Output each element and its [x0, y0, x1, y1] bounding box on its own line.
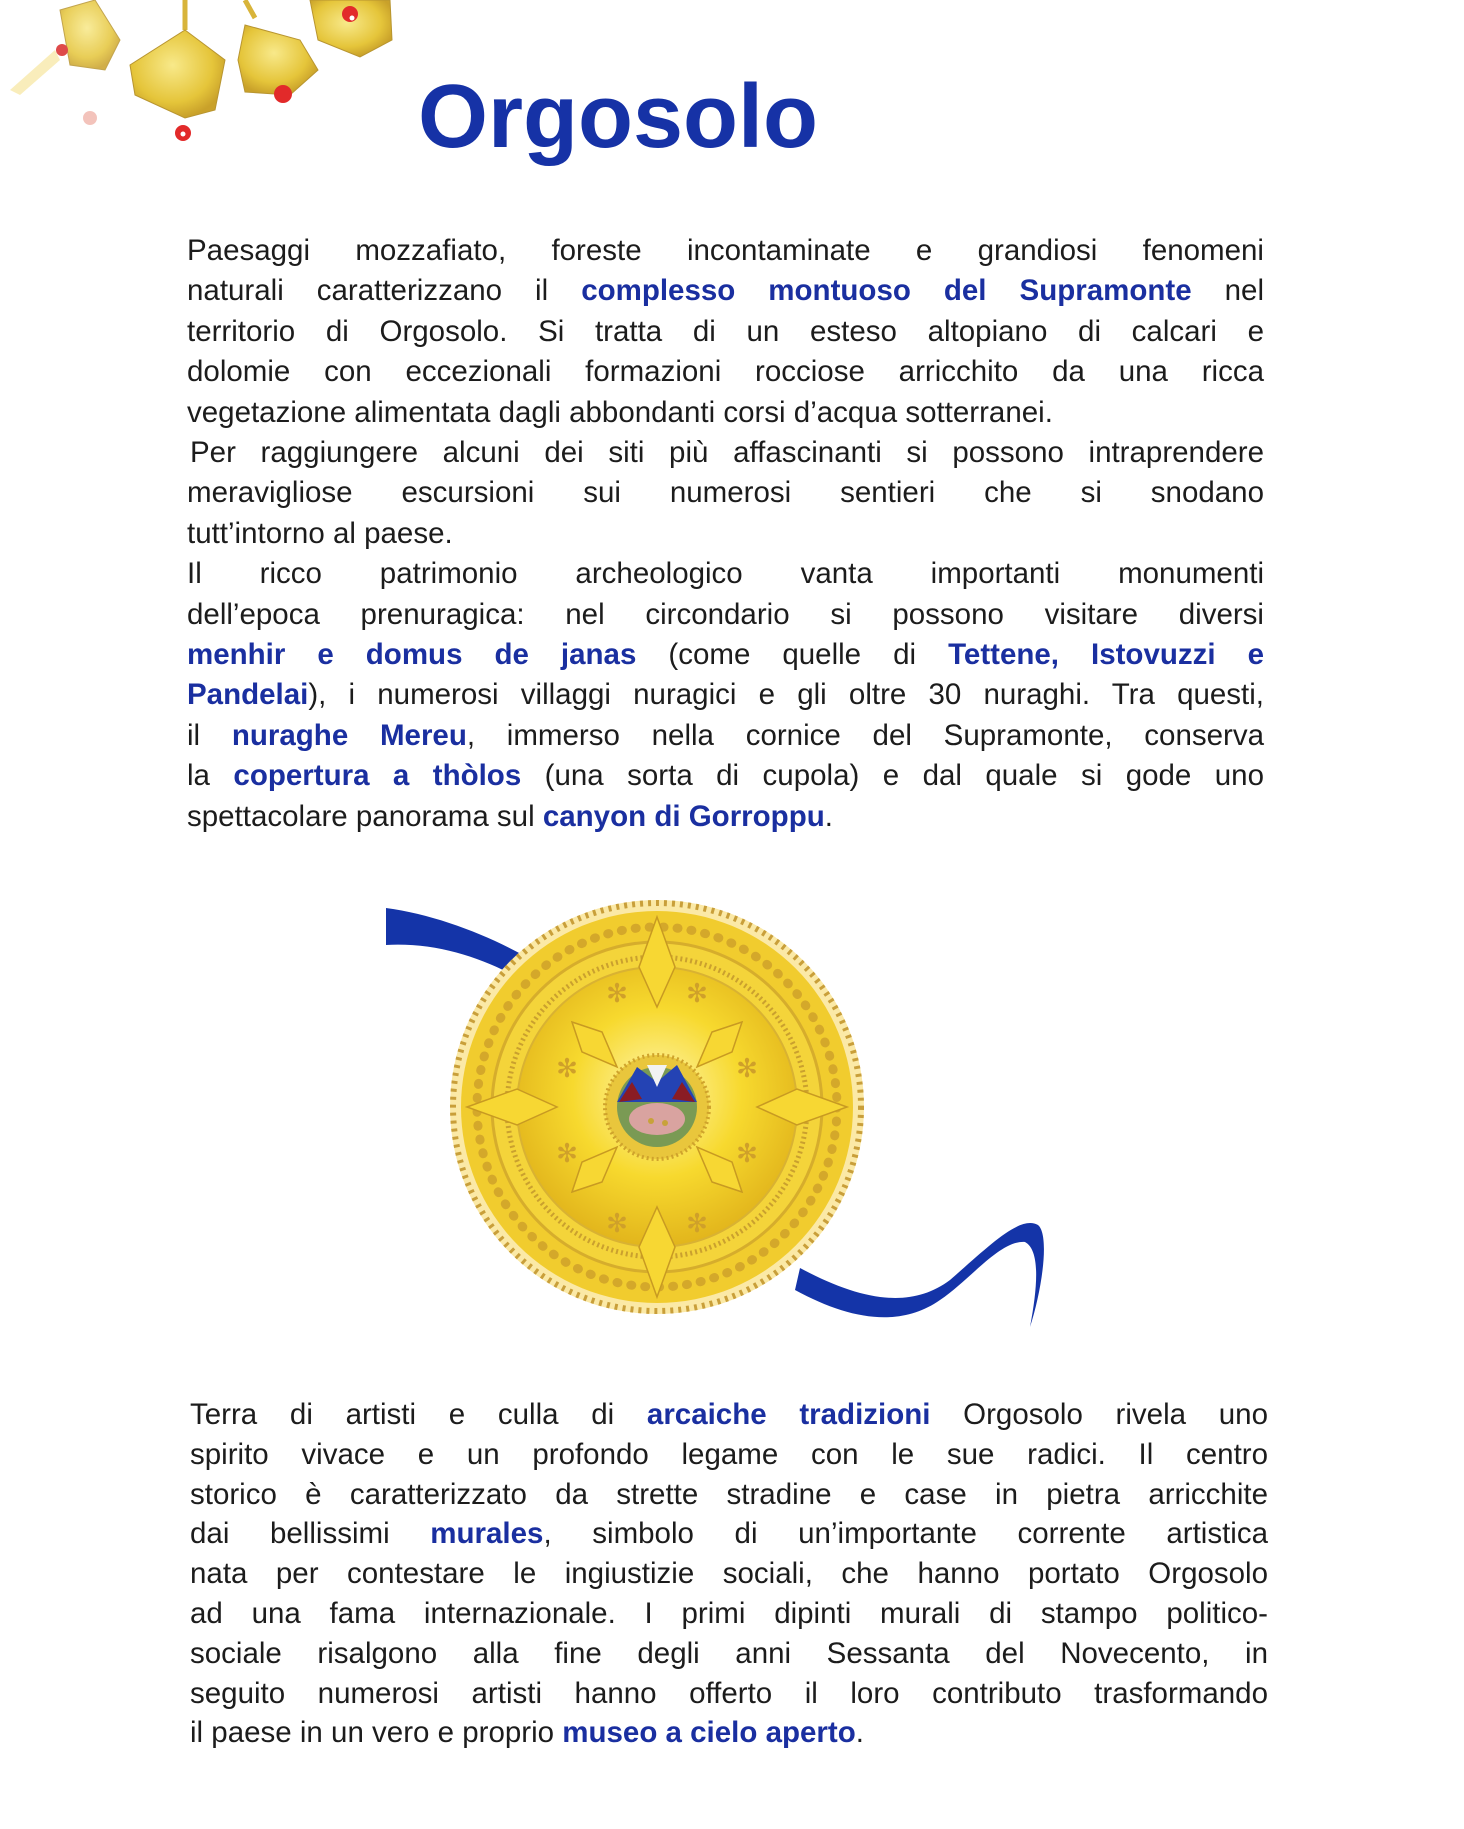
highlighted-phrase: Tettene, Istovuzzi e — [948, 638, 1264, 672]
text-segment: la — [187, 759, 234, 793]
text-line — [190, 1435, 1268, 1475]
highlighted-phrase: nuraghe Mereu — [231, 718, 467, 752]
pendant-4 — [310, 0, 392, 57]
text-segment: Terra di artisti e culla di — [190, 1398, 647, 1431]
text-segment: dell’epoca prenuragica: nel circondario si possono visitare diversi — [187, 597, 1264, 631]
text-segment: tutt’intorno al paese. — [187, 516, 453, 550]
text-line — [187, 271, 1264, 311]
page-title: Orgosolo — [418, 67, 818, 167]
highlighted-phrase: arcaiche tradizioni — [646, 1398, 931, 1431]
svg-text:✻: ✻ — [686, 1208, 708, 1238]
text-segment: territorio di Orgosolo. Si tratta di un esteso altopiano di calcari e — [187, 314, 1264, 348]
text-line — [187, 352, 1264, 392]
text-segment: Paesaggi mozzafiato, foreste incontaminate e grandiosi fenomeni — [187, 234, 1264, 267]
jewelry-decoration — [0, 0, 400, 150]
text-segment: Il ricco patrimonio archeologico vanta importanti monumenti — [187, 557, 1264, 591]
text-segment: ), i numerosi villaggi nuragici e gli oltre 30 nuraghi. Tra questi, — [308, 678, 1264, 712]
text-segment: vegetazione alimentata dagli abbondanti corsi d’acqua sotterranei. — [187, 395, 1053, 429]
highlighted-phrase: Pandelai — [187, 678, 309, 712]
highlighted-phrase: complesso montuoso del Supramonte — [581, 274, 1192, 308]
traditions-paragraph — [190, 1395, 1268, 1753]
text-line — [187, 514, 1264, 554]
text-segment: naturali caratterizzano il — [187, 274, 582, 308]
highlighted-phrase: menhir e domus de janas — [187, 638, 637, 672]
highlighted-phrase: copertura a thòlos — [233, 759, 522, 793]
golden-medallion-illustration — [370, 890, 1070, 1340]
text-line — [190, 1395, 1268, 1435]
text-line — [187, 473, 1264, 513]
text-segment: nel — [1191, 274, 1265, 308]
text-segment: seguito numerosi artisti hanno offerto il loro contributo trasformando — [190, 1676, 1268, 1710]
text-segment: sociale risalgono alla fine degli anni Sessanta del Novecento, in — [190, 1636, 1268, 1670]
text-segment: spettacolare panorama sul — [187, 799, 543, 833]
pendant-3 — [238, 0, 318, 103]
highlighted-phrase: canyon di Gorroppu — [542, 799, 825, 833]
highlighted-phrase: murales — [430, 1517, 544, 1551]
text-line — [187, 231, 1264, 271]
text-segment: (una sorta di cupola) e dal quale si gode uno — [521, 759, 1264, 793]
svg-text:✻: ✻ — [606, 978, 628, 1008]
text-line — [190, 1713, 1268, 1753]
text-line — [187, 797, 1264, 837]
text-segment: Per raggiungere alcuni dei siti più affascinanti si possono intraprendere — [190, 436, 1264, 470]
blue-swoosh-end — [795, 1223, 1044, 1327]
text-line — [190, 1514, 1268, 1554]
intro-paragraph — [187, 231, 1264, 837]
text-line — [190, 1594, 1268, 1634]
text-line — [190, 1674, 1268, 1714]
svg-text:✻: ✻ — [736, 1138, 758, 1168]
text-segment: ad una fama internazionale. I primi dipinti murali di stampo politico- — [190, 1596, 1268, 1630]
text-segment: dolomie con eccezionali formazioni rocciose arricchito da una ricca — [187, 355, 1264, 389]
text-line — [187, 756, 1264, 796]
svg-text:✻: ✻ — [556, 1138, 578, 1168]
svg-text:✻: ✻ — [736, 1053, 758, 1083]
highlighted-phrase: museo a cielo aperto — [562, 1716, 856, 1750]
text-segment: , immerso nella cornice del Supramonte, conserva — [466, 718, 1264, 752]
pendant-1 — [10, 0, 120, 125]
text-line — [187, 554, 1264, 594]
text-segment: storico è caratterizzato da strette stradine e case in pietra arricchite — [190, 1477, 1268, 1511]
text-line — [187, 393, 1264, 433]
text-line — [190, 1634, 1268, 1674]
svg-text:✻: ✻ — [556, 1053, 578, 1083]
text-segment: dai bellissimi — [190, 1517, 431, 1551]
pendant-2 — [130, 0, 225, 141]
svg-text:✻: ✻ — [686, 978, 708, 1008]
text-segment: Orgosolo rivela uno — [930, 1398, 1268, 1431]
text-line — [187, 595, 1264, 635]
text-line — [190, 1554, 1268, 1594]
text-line — [190, 1475, 1268, 1515]
text-segment: il paese in un vero e proprio — [190, 1716, 563, 1750]
svg-text:✻: ✻ — [606, 1208, 628, 1238]
text-line — [187, 675, 1264, 715]
text-segment: spirito vivace e un profondo legame con le sue radici. Il centro — [190, 1437, 1268, 1471]
text-segment: il — [187, 718, 232, 752]
text-segment: nata per contestare le ingiustizie sociali, che hanno portato Orgosolo — [190, 1557, 1268, 1591]
text-line — [187, 312, 1264, 352]
text-segment: meravigliose escursioni sui numerosi sentieri che si snodano — [187, 476, 1264, 510]
text-segment: (come quelle di — [636, 638, 949, 672]
text-line — [187, 433, 1264, 473]
text-line — [187, 716, 1264, 756]
text-segment: . — [824, 799, 833, 833]
text-segment: , simbolo di un’importante corrente artistica — [543, 1517, 1269, 1551]
text-line — [187, 635, 1264, 675]
text-segment: . — [855, 1716, 864, 1750]
